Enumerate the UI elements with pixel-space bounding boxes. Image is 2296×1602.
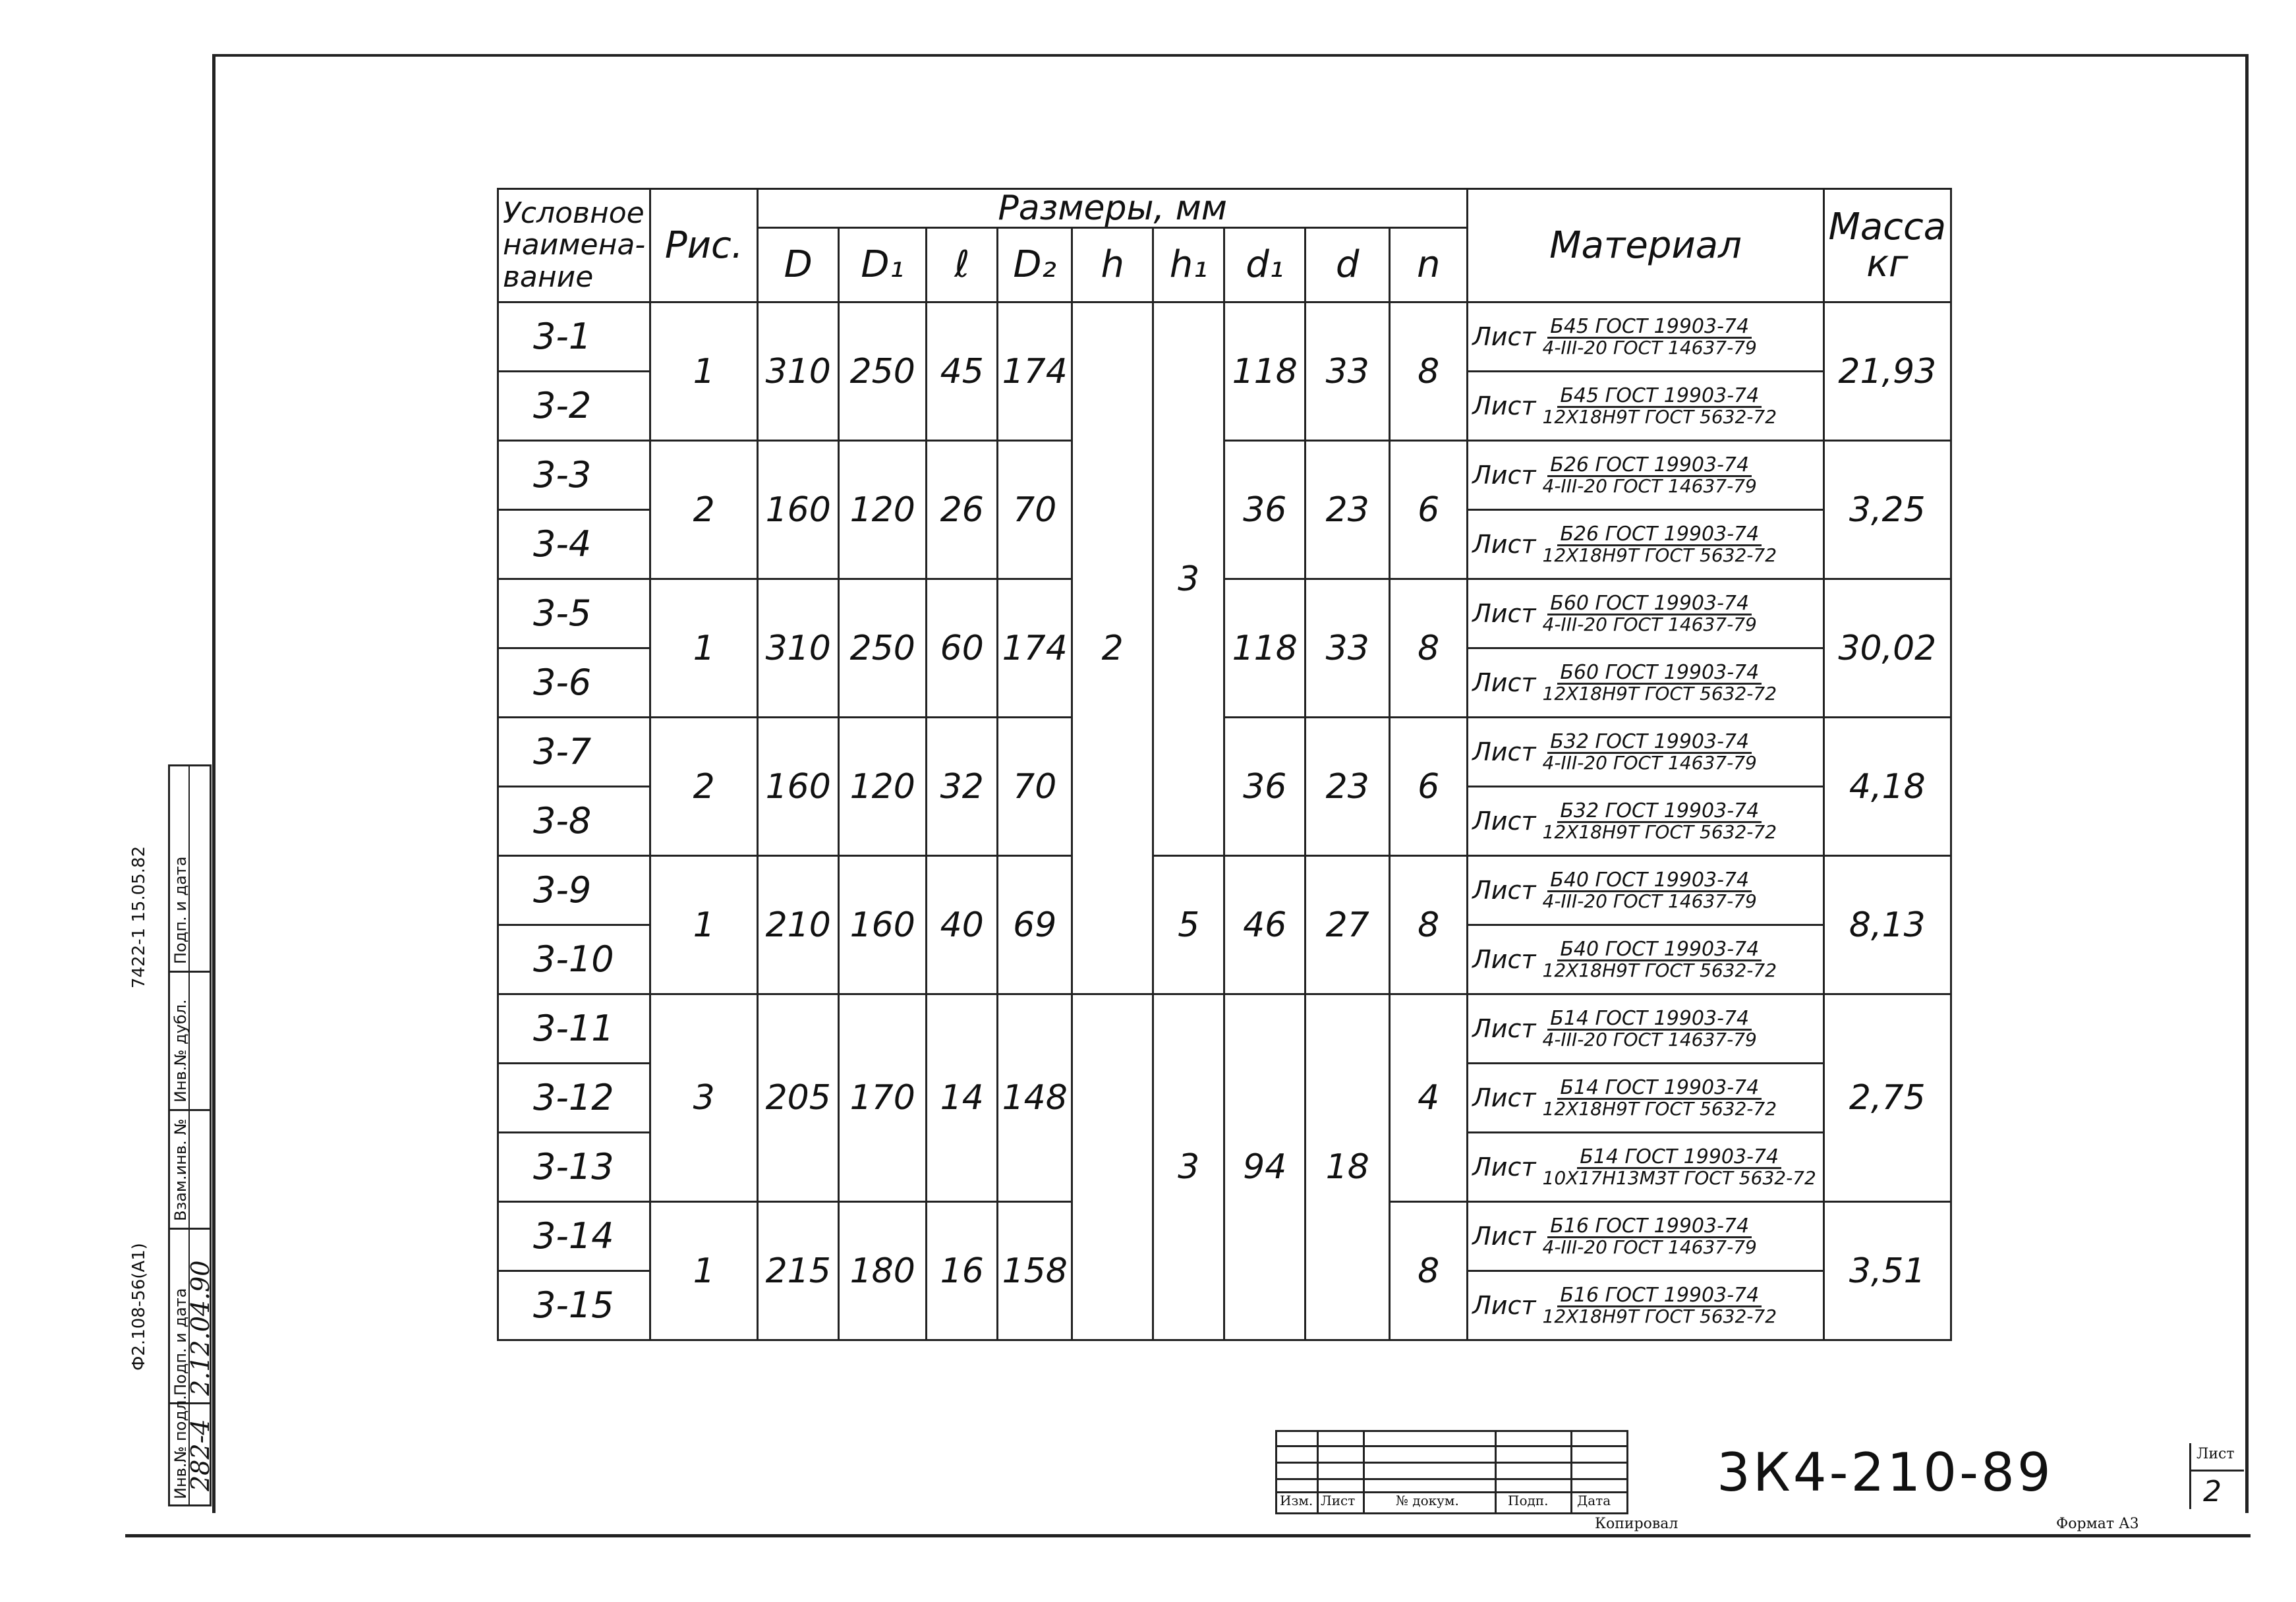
cell-l: 14 xyxy=(927,994,998,1202)
cell-material xyxy=(1468,302,1824,372)
material-label: Лист xyxy=(1472,876,1536,905)
cell-d-bottom: 18 xyxy=(1306,994,1390,1340)
row-name: 3-5 xyxy=(498,579,650,648)
document-code: 3К4-210-89 xyxy=(1717,1442,2053,1503)
tb-label-sign: Подп. xyxy=(1508,1493,1549,1508)
cell-D: 310 xyxy=(758,579,839,718)
material-bottom: 12Х18Н9Т ГОСТ 5632-72 xyxy=(1542,544,1777,566)
cell-material xyxy=(1468,1064,1824,1133)
cell-n: 6 xyxy=(1390,718,1468,856)
tb-row xyxy=(1277,1478,1626,1480)
specification-table xyxy=(497,188,1952,1341)
table-row xyxy=(498,718,1951,787)
header-mass-line-1: Масса xyxy=(1828,205,1947,248)
header-dims-group: Размеры, мм xyxy=(758,189,1468,228)
cell-fig: 2 xyxy=(650,441,758,579)
row-name: 3-14 xyxy=(498,1202,650,1271)
cell-material xyxy=(1468,510,1824,579)
cell-material xyxy=(1468,1202,1824,1271)
side-inv-value: 282-4 xyxy=(186,1419,215,1491)
row-name: 3-3 xyxy=(498,441,650,510)
material-bottom: 4-III-20 ГОСТ 14637-79 xyxy=(1542,613,1757,635)
cell-h-bottom xyxy=(1072,994,1153,1340)
material-top: Б14 ГОСТ 19903-74 xyxy=(1547,1009,1752,1031)
cell-D1: 120 xyxy=(839,718,927,856)
material-label: Лист xyxy=(1472,530,1536,559)
cell-D: 210 xyxy=(758,856,839,994)
side-stamp-divider xyxy=(170,1109,210,1111)
header-name xyxy=(498,189,650,302)
header-dim-l: ℓ xyxy=(927,228,998,302)
table-row xyxy=(498,994,1951,1064)
cell-material xyxy=(1468,925,1824,994)
material-bottom: 12Х18Н9Т ГОСТ 5632-72 xyxy=(1542,1305,1777,1327)
header-dim-D2: D₂ xyxy=(998,228,1072,302)
cell-D: 215 xyxy=(758,1202,839,1340)
cell-D1: 160 xyxy=(839,856,927,994)
row-name: 3-15 xyxy=(498,1271,650,1340)
cell-fig: 1 xyxy=(650,856,758,994)
material-bottom: 12Х18Н9Т ГОСТ 5632-72 xyxy=(1542,405,1777,428)
title-block-grid xyxy=(1275,1430,1628,1514)
sheet-number: 2 xyxy=(2203,1475,2222,1508)
cell-material xyxy=(1468,1271,1824,1340)
material-label: Лист xyxy=(1472,1083,1536,1112)
cell-h1-bottom: 3 xyxy=(1153,994,1224,1340)
header-dim-d1: d₁ xyxy=(1224,228,1306,302)
table-row xyxy=(498,441,1951,510)
cell-mass: 4,18 xyxy=(1823,718,1951,856)
cell-D1: 120 xyxy=(839,441,927,579)
cell-n: 4 xyxy=(1390,994,1468,1202)
header-name-line-2: наимена- xyxy=(503,228,646,262)
cell-D2: 69 xyxy=(998,856,1072,994)
cell-D2: 174 xyxy=(998,579,1072,718)
cell-l: 16 xyxy=(927,1202,998,1340)
material-top: Б60 ГОСТ 19903-74 xyxy=(1547,594,1752,615)
cell-D1: 170 xyxy=(839,994,927,1202)
material-bottom: 12Х18Н9Т ГОСТ 5632-72 xyxy=(1542,682,1777,704)
sheet-divider xyxy=(2191,1470,2244,1472)
table-row xyxy=(498,302,1951,372)
side-stamp-divider xyxy=(170,971,210,973)
cell-material xyxy=(1468,787,1824,856)
cell-material xyxy=(1468,441,1824,510)
format-label: Формат А3 xyxy=(2056,1516,2139,1532)
tb-col xyxy=(1317,1432,1319,1512)
side-sign-label: Подп. и дата xyxy=(171,1288,190,1396)
material-label: Лист xyxy=(1472,1014,1536,1043)
material-label: Лист xyxy=(1472,945,1536,974)
tb-row xyxy=(1277,1445,1626,1447)
tb-label-sheet: Лист xyxy=(1321,1493,1356,1508)
sheet-label: Лист xyxy=(2196,1446,2235,1462)
material-top: Б16 ГОСТ 19903-74 xyxy=(1557,1286,1762,1307)
cell-n: 6 xyxy=(1390,441,1468,579)
cell-material xyxy=(1468,994,1824,1064)
row-name: 3-9 xyxy=(498,856,650,925)
cell-d: 23 xyxy=(1306,441,1390,579)
header-dim-d: d xyxy=(1306,228,1390,302)
side-stamp-divider xyxy=(170,1228,210,1230)
side-sign2-label: Подп. и дата xyxy=(171,856,190,964)
cell-l: 32 xyxy=(927,718,998,856)
cell-D2: 174 xyxy=(998,302,1072,441)
header-dim-n: n xyxy=(1390,228,1468,302)
material-bottom: 4-III-20 ГОСТ 14637-79 xyxy=(1542,1236,1757,1258)
row-name: 3-12 xyxy=(498,1064,650,1133)
row-name: 3-6 xyxy=(498,648,650,718)
material-top: Б40 ГОСТ 19903-74 xyxy=(1557,940,1762,961)
cell-d1-bottom: 94 xyxy=(1224,994,1306,1340)
header-material: Материал xyxy=(1468,189,1824,302)
cell-D1: 250 xyxy=(839,302,927,441)
cell-h: 2 xyxy=(1072,302,1153,994)
material-label: Лист xyxy=(1472,807,1536,836)
row-name: 3-1 xyxy=(498,302,650,372)
copied-label: Копировал xyxy=(1595,1516,1679,1532)
material-top: Б26 ГОСТ 19903-74 xyxy=(1547,455,1752,477)
material-top: Б16 ГОСТ 19903-74 xyxy=(1547,1216,1752,1238)
cell-mass: 21,93 xyxy=(1823,302,1951,441)
cell-d: 23 xyxy=(1306,718,1390,856)
header-mass xyxy=(1823,189,1951,302)
material-label: Лист xyxy=(1472,668,1536,697)
cell-mass: 3,51 xyxy=(1823,1202,1951,1340)
material-label: Лист xyxy=(1472,1153,1536,1182)
material-label: Лист xyxy=(1472,737,1536,766)
material-label: Лист xyxy=(1472,1222,1536,1251)
header-dim-h1: h₁ xyxy=(1153,228,1224,302)
cell-l: 45 xyxy=(927,302,998,441)
header-dim-D1: D₁ xyxy=(839,228,927,302)
cell-d1: 118 xyxy=(1224,302,1306,441)
tb-row xyxy=(1277,1462,1626,1464)
cell-d1: 46 xyxy=(1224,856,1306,994)
material-top: Б14 ГОСТ 19903-74 xyxy=(1557,1078,1762,1100)
material-bottom: 12Х18Н9Т ГОСТ 5632-72 xyxy=(1542,820,1777,843)
cell-d1: 36 xyxy=(1224,441,1306,579)
cell-D: 160 xyxy=(758,441,839,579)
cell-d: 33 xyxy=(1306,302,1390,441)
header-name-line-1: Условное xyxy=(503,196,645,230)
cell-mass: 2,75 xyxy=(1823,994,1951,1202)
side-note-bottom: Ф2.108-56(А1) xyxy=(129,1243,149,1371)
header-mass-line-2: кг xyxy=(1866,242,1909,285)
row-name: 3-2 xyxy=(498,372,650,441)
cell-fig: 1 xyxy=(650,1202,758,1340)
cell-material xyxy=(1468,648,1824,718)
material-label: Лист xyxy=(1472,391,1536,420)
cell-d: 33 xyxy=(1306,579,1390,718)
material-top: Б45 ГОСТ 19903-74 xyxy=(1557,386,1762,408)
material-top: Б32 ГОСТ 19903-74 xyxy=(1557,801,1762,823)
cell-material xyxy=(1468,579,1824,648)
cell-h1-top: 3 xyxy=(1153,302,1224,856)
cell-mass: 8,13 xyxy=(1823,856,1951,994)
cell-d: 27 xyxy=(1306,856,1390,994)
tb-label-change: Изм. xyxy=(1280,1493,1313,1508)
side-stamp xyxy=(168,764,215,1506)
cell-fig: 1 xyxy=(650,302,758,441)
cell-h1: 5 xyxy=(1153,856,1224,994)
material-bottom: 4-III-20 ГОСТ 14637-79 xyxy=(1542,751,1757,774)
cell-d1: 36 xyxy=(1224,718,1306,856)
material-label: Лист xyxy=(1472,1291,1536,1320)
cell-n: 8 xyxy=(1390,1202,1468,1340)
tb-label-date: Дата xyxy=(1577,1493,1611,1508)
cell-D: 310 xyxy=(758,302,839,441)
side-sign-value: 2.12.04.90 xyxy=(186,1260,215,1396)
cell-fig: 2 xyxy=(650,718,758,856)
row-name: 3-13 xyxy=(498,1133,650,1202)
material-bottom: 4-III-20 ГОСТ 14637-79 xyxy=(1542,1028,1757,1050)
tb-label-doc: № докум. xyxy=(1396,1493,1459,1508)
cell-D1: 250 xyxy=(839,579,927,718)
cell-l: 60 xyxy=(927,579,998,718)
sheet-box xyxy=(2189,1443,2244,1509)
side-replace-label: Взам.инв. № xyxy=(171,1118,190,1221)
material-bottom: 12Х18Н9Т ГОСТ 5632-72 xyxy=(1542,959,1777,981)
cell-D2: 158 xyxy=(998,1202,1072,1340)
material-label: Лист xyxy=(1472,461,1536,490)
material-top: Б60 ГОСТ 19903-74 xyxy=(1557,663,1762,685)
header-dim-D: D xyxy=(758,228,839,302)
cell-D2: 70 xyxy=(998,441,1072,579)
table-row xyxy=(498,856,1951,925)
cell-fig: 3 xyxy=(650,994,758,1202)
side-dup-label: Инв.№ дубл. xyxy=(171,999,190,1102)
material-bottom: 10Х17Н13М3Т ГОСТ 5632-72 xyxy=(1542,1166,1816,1189)
cell-fig: 1 xyxy=(650,579,758,718)
cell-material xyxy=(1468,718,1824,787)
material-top: Б32 ГОСТ 19903-74 xyxy=(1547,732,1752,754)
header-dim-h: h xyxy=(1072,228,1153,302)
material-bottom: 12Х18Н9Т ГОСТ 5632-72 xyxy=(1542,1097,1777,1120)
material-label: Лист xyxy=(1472,599,1536,628)
cell-material xyxy=(1468,372,1824,441)
material-top: Б26 ГОСТ 19903-74 xyxy=(1557,525,1762,546)
material-bottom: 4-III-20 ГОСТ 14637-79 xyxy=(1542,474,1757,497)
cell-mass: 30,02 xyxy=(1823,579,1951,718)
cell-mass: 3,25 xyxy=(1823,441,1951,579)
frame-bottom-line xyxy=(125,1534,2251,1537)
cell-D: 205 xyxy=(758,994,839,1202)
cell-l: 26 xyxy=(927,441,998,579)
cell-n: 8 xyxy=(1390,856,1468,994)
table-row xyxy=(498,579,1951,648)
side-note-top: 7422-1 15.05.82 xyxy=(129,845,149,988)
cell-n: 8 xyxy=(1390,302,1468,441)
header-fig: Рис. xyxy=(650,189,758,302)
cell-material xyxy=(1468,856,1824,925)
tb-col xyxy=(1570,1432,1572,1512)
cell-D2: 70 xyxy=(998,718,1072,856)
row-name: 3-10 xyxy=(498,925,650,994)
cell-d1: 118 xyxy=(1224,579,1306,718)
material-top: Б14 ГОСТ 19903-74 xyxy=(1577,1147,1781,1169)
cell-D2: 148 xyxy=(998,994,1072,1202)
cell-n: 8 xyxy=(1390,579,1468,718)
cell-D: 160 xyxy=(758,718,839,856)
cell-material xyxy=(1468,1133,1824,1202)
material-top: Б40 ГОСТ 19903-74 xyxy=(1547,871,1752,892)
tb-col xyxy=(1495,1432,1497,1512)
material-bottom: 4-III-20 ГОСТ 14637-79 xyxy=(1542,336,1757,358)
material-bottom: 4-III-20 ГОСТ 14637-79 xyxy=(1542,890,1757,912)
row-name: 3-4 xyxy=(498,510,650,579)
header-name-line-3: вание xyxy=(503,260,594,294)
row-name: 3-11 xyxy=(498,994,650,1064)
row-name: 3-8 xyxy=(498,787,650,856)
tb-col xyxy=(1363,1432,1365,1512)
row-name: 3-7 xyxy=(498,718,650,787)
cell-D1: 180 xyxy=(839,1202,927,1340)
title-block xyxy=(1275,1430,2242,1510)
material-label: Лист xyxy=(1472,322,1536,351)
material-top: Б45 ГОСТ 19903-74 xyxy=(1547,317,1752,339)
side-inv-label: Инв.№ подл. xyxy=(171,1395,190,1499)
cell-l: 40 xyxy=(927,856,998,994)
